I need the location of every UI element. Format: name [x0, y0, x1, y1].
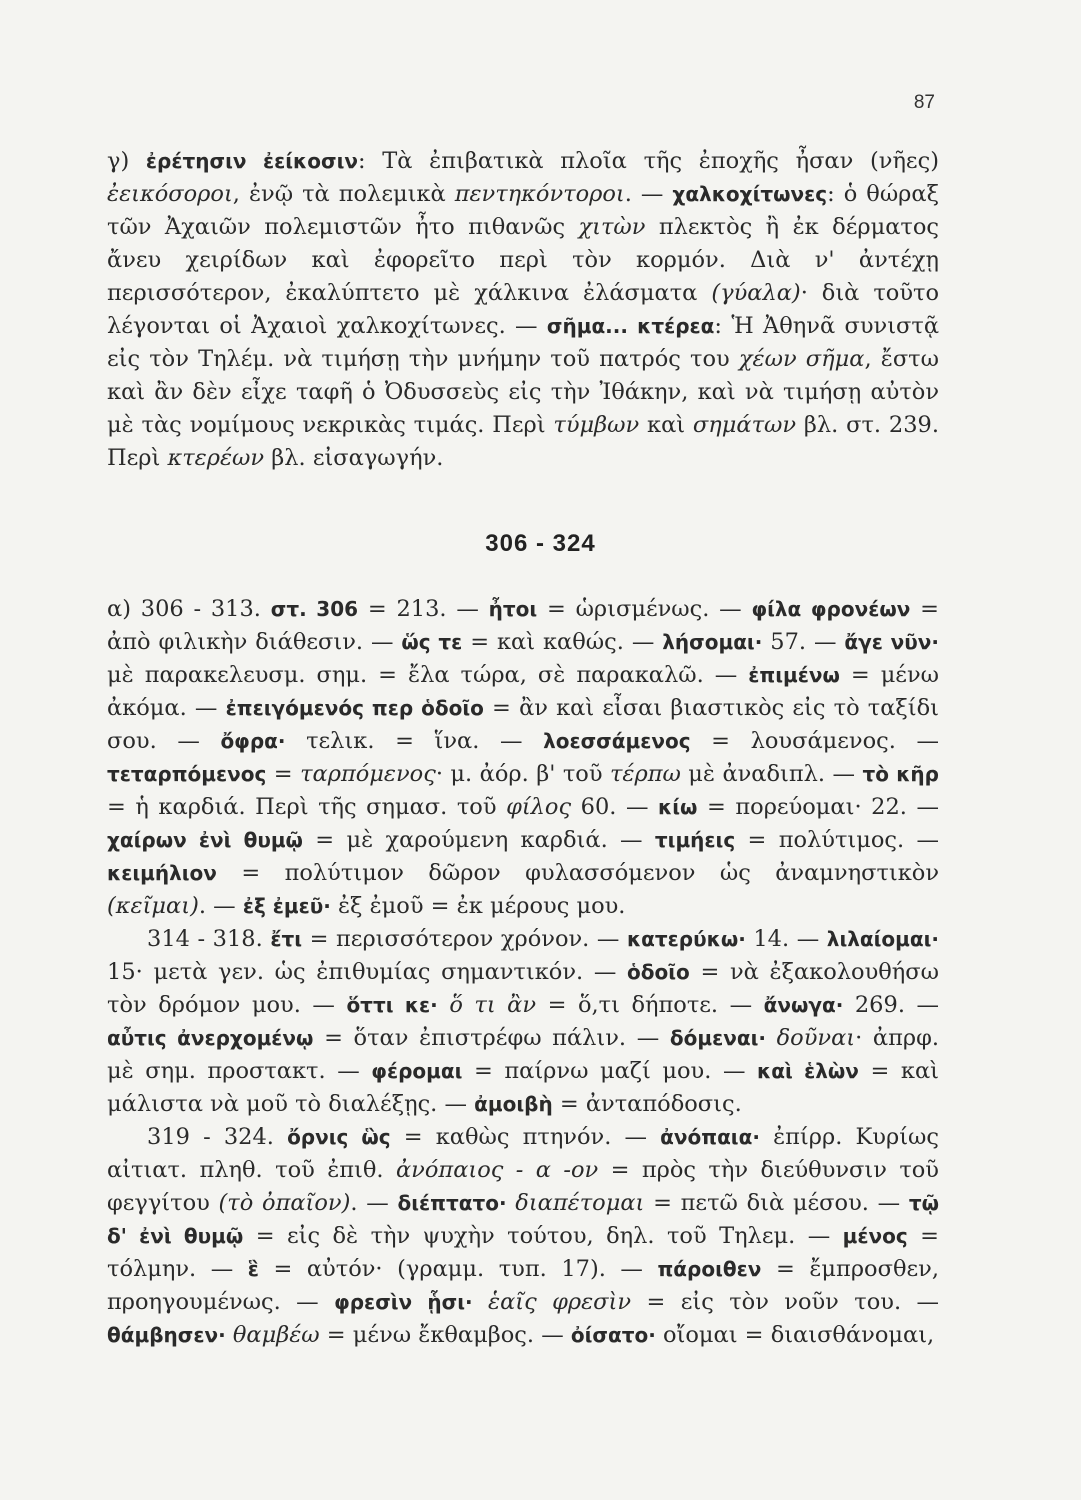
lemma: τεταρπόμενος — [107, 762, 267, 786]
lemma: λιλαίομαι· — [826, 927, 940, 951]
commentary-part-1 — [107, 145, 939, 475]
text-run: = ἀνταπόδοσις. — [552, 1091, 742, 1117]
lemma: λοεσσάμενος — [543, 729, 691, 753]
text-run: = τόλμην. — — [107, 1223, 940, 1282]
text-run: = ὅ,τι δήποτε. — — [536, 992, 764, 1018]
italic-term: κτερέων — [167, 445, 265, 471]
italic-term: ὅ τι ἂν — [449, 992, 537, 1018]
text-run: μὲ παρακελευσμ. σημ. = ἔλα τώρα, σὲ παρακαλῶ. — — [107, 662, 749, 688]
text-run: ἐπίρρ. Κυρίως αἰτιατ. πληθ. τοῦ ἐπιθ. — [107, 1124, 939, 1183]
text-run: = πολύτιμον δῶρον φυλασσόμενον ὡς ἀναμνηστικὸν — [216, 860, 939, 886]
text-run: 60. — — [571, 794, 659, 820]
italic-term: τύμβων — [553, 412, 640, 438]
text-run: = ἡ καρδιά. Περὶ τῆς σημασ. τοῦ — [107, 794, 507, 820]
lemma: κατερύκω· — [626, 927, 746, 951]
text-run: = νὰ ἐξακολουθήσω τὸν δρόμον μου. — — [107, 959, 939, 1018]
text-run: = καὶ καθώς. — — [462, 629, 663, 655]
text-run: = πρὸς τὴν διεύθυνσιν τοῦ φεγγίτου — [107, 1157, 939, 1216]
text-run: , ἔστω καὶ ἂν δὲν εἶχε ταφῆ ὁ Ὀδυσσεὺς εἰς τὴν Ἰθάκην, καὶ νὰ τιμήσῃ αὐτὸν μὲ τὰς νομίμους νεκρικὰς τιμάς. Περὶ — [107, 346, 939, 438]
text-run: = ὅταν ἐπιστρέφω πάλιν. — — [313, 1025, 670, 1051]
lemma: φίλα φρονέων — [751, 597, 911, 621]
text-run: = λουσάμενος. — — [690, 728, 939, 754]
italic-term: τέρπω — [609, 761, 681, 787]
text-run — [507, 1190, 516, 1216]
text-run: = ἔμπροσθεν, προηγουμένως. — — [107, 1256, 939, 1315]
lemma: φέρομαι — [371, 1059, 463, 1083]
text-run: = περισσότερον χρόνον. — — [302, 926, 627, 952]
text-run: 15· μετὰ γεν. ὡς ἐπιθυμίας σημαντικόν. — — [107, 959, 627, 985]
text-run: ἐξ ἐμοῦ = ἐκ μέρους μου. — [330, 893, 626, 919]
text-run — [766, 1025, 777, 1051]
italic-term: (κεῖμαι) — [107, 893, 199, 919]
italic-term: χιτὼν — [578, 214, 646, 240]
lemma: ἐπειγόμενός περ ὁδοῖο — [225, 696, 484, 720]
page-number: 87 — [913, 92, 935, 113]
italic-term: πεντηκόντοροι — [454, 181, 625, 207]
text-run: μὲ ἀναδιπλ. — — [680, 761, 863, 787]
text-run: = — [266, 761, 301, 787]
text-run: · διὰ τοῦτο λέγονται οἱ Ἀχαιοὶ χαλκοχίτωνες. — — [107, 280, 939, 339]
text-run: 319 - 324. — [147, 1124, 288, 1150]
text-run: = πολύτιμος. — — [735, 827, 939, 853]
text-run: · ἀπρφ. μὲ σημ. προστακτ. — — [107, 1025, 940, 1084]
lemma: ἄγε νῦν· — [844, 630, 939, 654]
paragraph — [107, 593, 939, 923]
lemma: ὄρνις ὣς — [287, 1125, 391, 1149]
text-run: 269. — — [843, 992, 939, 1018]
text-run: · μ. ἀόρ. β' τοῦ — [435, 761, 610, 787]
text-run — [473, 1289, 488, 1315]
text-run: = εἰς τὸν νοῦν του. — — [631, 1289, 940, 1315]
lemma: ὀίσατο· — [570, 1323, 656, 1347]
lemma: ἐπιμένω — [748, 663, 840, 687]
lemma: μένος — [842, 1224, 908, 1248]
text-run: . — — [198, 893, 243, 919]
lemma: πάροιθεν — [657, 1257, 762, 1281]
text-run: : Τὰ ἐπιβατικὰ πλοῖα τῆς ἐποχῆς ἦσαν (νῆες) — [358, 148, 939, 174]
paragraph — [107, 145, 939, 475]
lemma: αὖτις ἀνερχομένῳ — [107, 1026, 314, 1050]
italic-term: δοῦναι — [776, 1025, 856, 1051]
lemma: ἄνωγα· — [763, 993, 844, 1017]
italic-term: (γύαλα) — [711, 280, 801, 306]
text-run: = μένω ἔκθαμβος. — — [319, 1322, 571, 1348]
lemma: διέπτατο· — [397, 1191, 507, 1215]
text-run: = πορεύομαι· 22. — — [697, 794, 939, 820]
lemma: ἐξ ἐμεῦ· — [242, 894, 331, 918]
italic-term: χέων σῆμα — [738, 346, 865, 372]
text-run: = καὶ μάλιστα νὰ μοῦ τὸ διαλέξῃς. — — [107, 1058, 939, 1117]
lemma: κειμήλιον — [107, 861, 217, 885]
paragraph — [107, 1121, 939, 1352]
lemma: κίω — [658, 795, 698, 819]
text-run: 57. — — [762, 629, 845, 655]
lemma: στ. 306 — [270, 597, 359, 621]
italic-term: ἐεικόσοροι — [107, 181, 233, 207]
lemma: καὶ ἑλὼν — [757, 1059, 859, 1083]
text-run: γ) — [107, 148, 146, 174]
lemma: ὄφρα· — [220, 729, 286, 753]
text-run: α) 306 - 313. — [107, 596, 271, 622]
text-run: καὶ — [639, 412, 693, 438]
text-run: 14. — — [745, 926, 827, 952]
lemma: τῷ δ' ἐνὶ θυμῷ — [107, 1191, 939, 1248]
text-run: , ἐνῷ τὰ πολεμικὰ — [232, 181, 455, 207]
text-run: οἴομαι = διαισθάνομαι, — [655, 1322, 935, 1348]
lemma: τὸ κῆρ — [862, 762, 939, 786]
text-run: = αὐτόν· (γραμμ. τυπ. 17). — — [258, 1256, 658, 1282]
lemma: ὥς τε — [401, 630, 463, 654]
text-run: = ἀπὸ φιλικὴν διάθεσιν. — — [107, 596, 939, 655]
lemma: σῆμα... κτέρεα — [546, 314, 715, 338]
italic-term: ταρπόμενος — [300, 761, 436, 787]
lemma: ἐρέτησιν ἐείκοσιν — [145, 149, 358, 173]
italic-term: ἀνόπαιος - α -ον — [395, 1157, 599, 1183]
lemma: θάμβησεν· — [107, 1323, 226, 1347]
text-run: = εἰς δὲ τὴν ψυχὴν τούτου, δηλ. τοῦ Τηλεμ. — — [243, 1223, 843, 1249]
text-run: = πετῶ διὰ μέσου. — — [644, 1190, 909, 1216]
lemma: λήσομαι· — [662, 630, 763, 654]
lemma: δόμεναι· — [669, 1026, 766, 1050]
commentary-part-2 — [107, 593, 939, 1352]
italic-term: σημάτων — [692, 412, 797, 438]
text-run: = μὲ χαρούμενη καρδιά. — — [302, 827, 655, 853]
paragraph — [107, 923, 939, 1121]
text-run: βλ. στ. 239. Περὶ — [107, 412, 939, 471]
lemma: χαίρων ἐνὶ θυμῷ — [107, 828, 303, 852]
italic-term: φίλος — [506, 794, 572, 820]
text-run: βλ. εἰσαγωγήν. — [264, 445, 444, 471]
lemma: ὁδοῖο — [627, 960, 690, 984]
text-run: . — — [350, 1190, 398, 1216]
lemma: φρεσὶν ᾗσι· — [334, 1290, 473, 1314]
text-run: = παίρνω μαζί μου. — — [462, 1058, 758, 1084]
text-run: 314 - 318. — [147, 926, 271, 952]
section-heading: 306 - 324 — [485, 530, 596, 557]
text-run: . — — [624, 181, 673, 207]
text-run: = καθὼς πτηνόν. — — [390, 1124, 661, 1150]
text-run: πλεκτὸς ἢ ἐκ δέρματος ἄνευ χειρίδων καὶ ἐφορεῖτο περὶ τὸν κορμόν. Διὰ ν' ἀντέχῃ περισσότερον, ἐκαλύπτετο μὲ χάλκινα ἐλάσματα — [107, 214, 939, 306]
text-run: = ὡρισμένως. — — [537, 596, 752, 622]
text-run: = 213. — — [358, 596, 489, 622]
lemma: ὅττι κε· — [346, 993, 438, 1017]
lemma: ἦτοι — [488, 597, 538, 621]
lemma: ἀνόπαια· — [660, 1125, 760, 1149]
lemma: χαλκοχίτωνες — [672, 182, 828, 206]
italic-term: (τὸ ὀπαῖον) — [218, 1190, 351, 1216]
text-run: = ἂν καὶ εἶσαι βιαστικὸς εἰς τὸ ταξίδι σου. — — [107, 695, 939, 754]
italic-term: θαμβέω — [232, 1322, 320, 1348]
lemma: τιμήεις — [654, 828, 736, 852]
text-run: = μένω ἀκόμα. — — [107, 662, 939, 721]
italic-term: διαπέτομαι — [515, 1190, 645, 1216]
text-run — [226, 1322, 233, 1348]
lemma: ἓ — [247, 1257, 259, 1281]
text-run: : ὁ θώραξ τῶν Ἀχαιῶν πολεμιστῶν ἦτο πιθανῶς — [107, 181, 939, 240]
text-run: : Ἡ Ἀθηνᾶ συνιστᾷ εἰς τὸν Τηλέμ. νὰ τιμήσῃ τὴν μνήμην τοῦ πατρός του — [107, 313, 940, 372]
lemma: ἀμοιβὴ — [474, 1092, 553, 1116]
lemma: ἔτι — [270, 927, 303, 951]
text-run: τελικ. = ἵνα. — — [285, 728, 544, 754]
text-run — [438, 992, 450, 1018]
italic-term: ἑαῖς φρεσὶν — [488, 1289, 632, 1315]
